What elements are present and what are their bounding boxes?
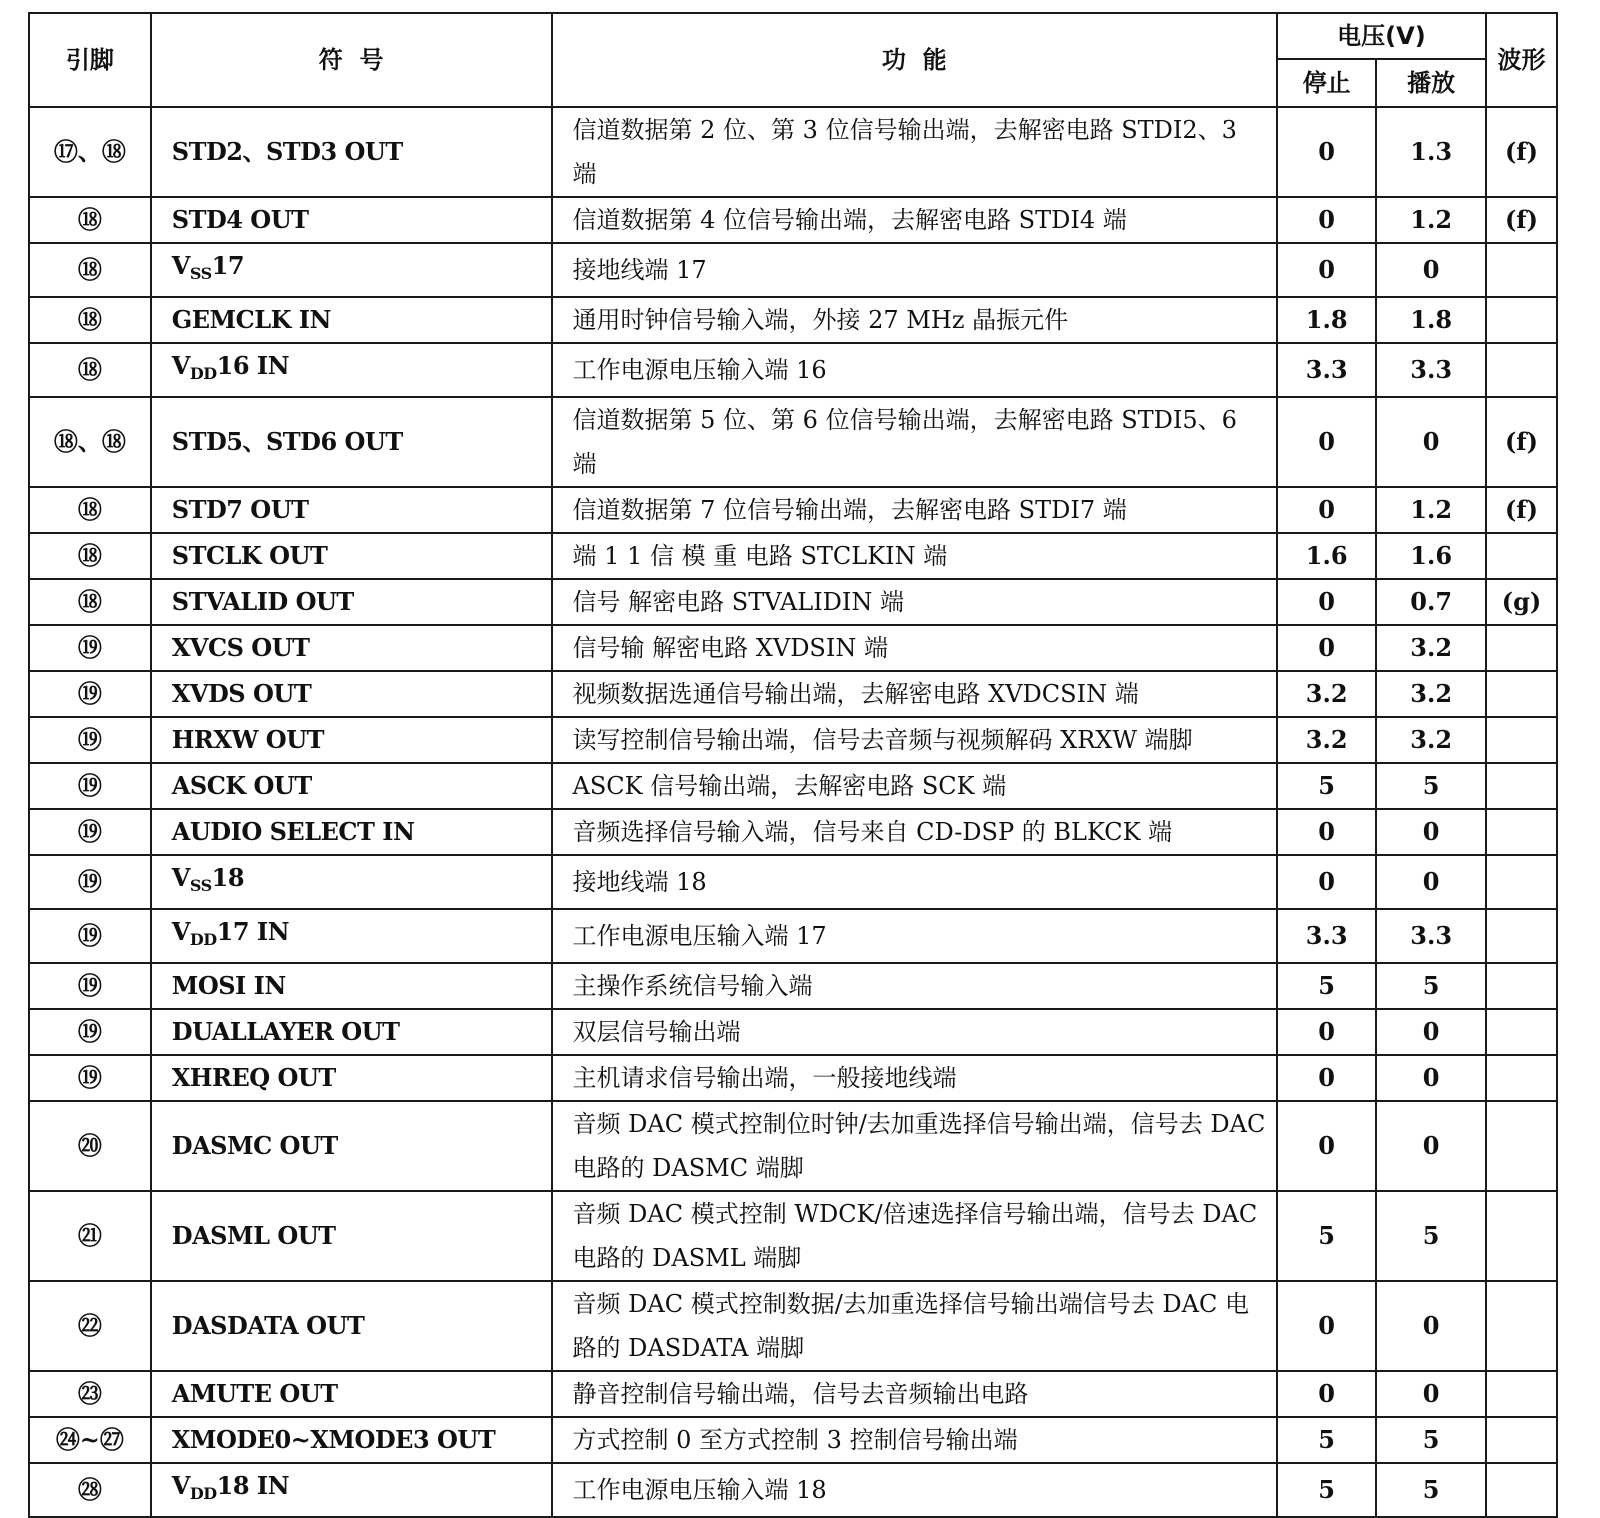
symbol-subscript: DD	[189, 930, 217, 949]
header-pin: 引脚	[29, 13, 151, 107]
voltage-play: 0	[1376, 809, 1486, 855]
symbol-text: AUDIO SELECT IN	[171, 817, 415, 846]
function-description: 信号输 解密电路 XVDSIN 端	[552, 625, 1277, 671]
voltage-stop: 0	[1277, 107, 1376, 197]
symbol-text: ASCK OUT	[171, 771, 312, 800]
table-row	[29, 809, 1557, 855]
voltage-play: 0	[1376, 855, 1486, 909]
voltage-stop: 0	[1277, 1055, 1376, 1101]
voltage-stop: 5	[1277, 1417, 1376, 1463]
voltage-stop: 3.3	[1277, 909, 1376, 963]
waveform-ref	[1486, 909, 1557, 963]
symbol-cell	[151, 1463, 552, 1517]
voltage-stop: 0	[1277, 1009, 1376, 1055]
symbol-cell	[151, 1281, 552, 1371]
waveform-ref: (f)	[1486, 487, 1557, 533]
waveform-ref	[1486, 1009, 1557, 1055]
voltage-play: 1.8	[1376, 297, 1486, 343]
voltage-stop: 5	[1277, 763, 1376, 809]
pin-number: ㉓	[29, 1371, 151, 1417]
table-row	[29, 625, 1557, 671]
waveform-ref	[1486, 1281, 1557, 1371]
pin-number: ㉑	[29, 1191, 151, 1281]
function-description: 方式控制 0 至方式控制 3 控制信号输出端	[552, 1417, 1277, 1463]
waveform-ref: (g)	[1486, 579, 1557, 625]
voltage-stop: 0	[1277, 625, 1376, 671]
waveform-ref	[1486, 763, 1557, 809]
voltage-play: 1.6	[1376, 533, 1486, 579]
symbol-cell	[151, 397, 552, 487]
table-row	[29, 297, 1557, 343]
symbol-text: STD5、STD6 OUT	[171, 427, 403, 456]
voltage-stop: 0	[1277, 1371, 1376, 1417]
voltage-stop: 5	[1277, 963, 1376, 1009]
symbol-cell	[151, 909, 552, 963]
voltage-stop: 0	[1277, 1281, 1376, 1371]
function-description: 音频 DAC 模式控制数据/去加重选择信号输出端信号去 DAC 电路的 DASDATA 端脚	[552, 1281, 1277, 1371]
voltage-play: 1.2	[1376, 487, 1486, 533]
header-symbol: 符 号	[151, 13, 552, 107]
symbol-text: XVDS OUT	[171, 679, 312, 708]
waveform-ref	[1486, 963, 1557, 1009]
symbol-text: STD7 OUT	[171, 495, 309, 524]
voltage-play: 0	[1376, 243, 1486, 297]
voltage-play: 5	[1376, 1417, 1486, 1463]
waveform-ref	[1486, 1463, 1557, 1517]
function-description: 信道数据第 4 位信号输出端，去解密电路 STDI4 端	[552, 197, 1277, 243]
voltage-play: 5	[1376, 1463, 1486, 1517]
pin-number: ⑲	[29, 671, 151, 717]
pin-number: ⑲	[29, 909, 151, 963]
function-description: 主操作系统信号输入端	[552, 963, 1277, 1009]
symbol-cell	[151, 963, 552, 1009]
symbol-cell	[151, 763, 552, 809]
function-description: 静音控制信号输出端，信号去音频输出电路	[552, 1371, 1277, 1417]
voltage-stop: 0	[1277, 1101, 1376, 1191]
function-description: 信号 解密电路 STVALIDIN 端	[552, 579, 1277, 625]
symbol-cell	[151, 343, 552, 397]
symbol-suffix: 17	[211, 251, 245, 280]
pin-number: ㉘	[29, 1463, 151, 1517]
function-description: 音频 DAC 模式控制位时钟/去加重选择信号输出端，信号去 DAC 电路的 DASMC 端脚	[552, 1101, 1277, 1191]
symbol-text: V	[171, 251, 190, 280]
voltage-stop: 3.2	[1277, 717, 1376, 763]
symbol-cell	[151, 579, 552, 625]
symbol-suffix: 17 IN	[216, 917, 290, 946]
voltage-play: 0	[1376, 1009, 1486, 1055]
symbol-cell	[151, 671, 552, 717]
symbol-text: HRXW OUT	[171, 725, 324, 754]
voltage-play: 0	[1376, 1101, 1486, 1191]
symbol-cell	[151, 243, 552, 297]
symbol-text: XHREQ OUT	[171, 1063, 336, 1092]
table-row	[29, 1009, 1557, 1055]
waveform-ref	[1486, 1101, 1557, 1191]
voltage-stop: 0	[1277, 809, 1376, 855]
pin-number: ⑱	[29, 533, 151, 579]
table-row	[29, 487, 1557, 533]
pin-number: ⑱	[29, 579, 151, 625]
symbol-cell	[151, 1055, 552, 1101]
function-description: 通用时钟信号输入端，外接 27 MHz 晶振元件	[552, 297, 1277, 343]
symbol-subscript: SS	[189, 876, 212, 895]
function-description: 音频 DAC 模式控制 WDCK/倍速选择信号输出端，信号去 DAC 电路的 DASML 端脚	[552, 1191, 1277, 1281]
voltage-play: 5	[1376, 763, 1486, 809]
pin-number: ⑲	[29, 809, 151, 855]
symbol-text: STCLK OUT	[171, 541, 328, 570]
function-description: 工作电源电压输入端 18	[552, 1463, 1277, 1517]
symbol-text: XMODE0~XMODE3 OUT	[171, 1425, 496, 1454]
waveform-ref: (f)	[1486, 197, 1557, 243]
voltage-play: 3.2	[1376, 717, 1486, 763]
table-row	[29, 1055, 1557, 1101]
voltage-play: 1.3	[1376, 107, 1486, 197]
symbol-cell	[151, 625, 552, 671]
waveform-ref	[1486, 1371, 1557, 1417]
pin-number: ⑱	[29, 297, 151, 343]
symbol-cell	[151, 297, 552, 343]
pin-number: ⑱	[29, 197, 151, 243]
waveform-ref	[1486, 717, 1557, 763]
symbol-text: DASMC OUT	[171, 1131, 338, 1160]
symbol-suffix: 18	[211, 863, 245, 892]
pin-number: ⑳	[29, 1101, 151, 1191]
pin-number: ⑱	[29, 487, 151, 533]
function-description: 音频选择信号输入端，信号来自 CD-DSP 的 BLKCK 端	[552, 809, 1277, 855]
voltage-play: 3.3	[1376, 909, 1486, 963]
table-row	[29, 343, 1557, 397]
table-row	[29, 1463, 1557, 1517]
symbol-subscript: DD	[189, 364, 217, 383]
header-voltage: 电压(V)	[1277, 13, 1486, 59]
function-description: 接地线端 17	[552, 243, 1277, 297]
symbol-subscript: SS	[189, 264, 212, 283]
waveform-ref: (f)	[1486, 397, 1557, 487]
symbol-text: XVCS OUT	[171, 633, 310, 662]
voltage-stop: 3.2	[1277, 671, 1376, 717]
symbol-cell	[151, 1417, 552, 1463]
symbol-text: STVALID OUT	[171, 587, 354, 616]
waveform-ref	[1486, 855, 1557, 909]
voltage-stop: 0	[1277, 197, 1376, 243]
table-row	[29, 717, 1557, 763]
pin-number: ⑲	[29, 1009, 151, 1055]
function-description: 工作电源电压输入端 17	[552, 909, 1277, 963]
pin-number: ⑰、⑱	[29, 107, 151, 197]
symbol-cell	[151, 1009, 552, 1055]
table-row	[29, 1417, 1557, 1463]
voltage-play: 0	[1376, 397, 1486, 487]
voltage-stop: 5	[1277, 1191, 1376, 1281]
voltage-stop: 3.3	[1277, 343, 1376, 397]
symbol-text: AMUTE OUT	[171, 1379, 338, 1408]
table-row	[29, 855, 1557, 909]
function-description: 接地线端 18	[552, 855, 1277, 909]
symbol-text: DUALLAYER OUT	[171, 1017, 400, 1046]
pin-number: ⑱、⑱	[29, 397, 151, 487]
table-row	[29, 763, 1557, 809]
symbol-cell	[151, 1371, 552, 1417]
symbol-cell	[151, 809, 552, 855]
voltage-play: 5	[1376, 963, 1486, 1009]
symbol-cell	[151, 1191, 552, 1281]
symbol-text: GEMCLK IN	[171, 305, 331, 334]
function-description: 信道数据第 7 位信号输出端，去解密电路 STDI7 端	[552, 487, 1277, 533]
voltage-stop: 0	[1277, 243, 1376, 297]
header-function: 功 能	[552, 13, 1277, 107]
function-description: 双层信号输出端	[552, 1009, 1277, 1055]
pin-number: ⑱	[29, 343, 151, 397]
pin-number: ⑱	[29, 243, 151, 297]
table-row	[29, 243, 1557, 297]
symbol-suffix: 18 IN	[216, 1471, 290, 1500]
table-row	[29, 1371, 1557, 1417]
function-description: 主机请求信号输出端，一般接地线端	[552, 1055, 1277, 1101]
pin-number: ㉔~㉗	[29, 1417, 151, 1463]
pin-number: ㉒	[29, 1281, 151, 1371]
waveform-ref	[1486, 1417, 1557, 1463]
table-row	[29, 963, 1557, 1009]
voltage-play: 0	[1376, 1055, 1486, 1101]
waveform-ref: (f)	[1486, 107, 1557, 197]
waveform-ref	[1486, 533, 1557, 579]
function-description: ASCK 信号输出端，去解密电路 SCK 端	[552, 763, 1277, 809]
function-description: 信道数据第 2 位、第 3 位信号输出端，去解密电路 STDI2、3 端	[552, 107, 1277, 197]
symbol-subscript: DD	[189, 1484, 217, 1503]
table-row	[29, 533, 1557, 579]
table-row	[29, 579, 1557, 625]
symbol-cell	[151, 107, 552, 197]
waveform-ref	[1486, 1191, 1557, 1281]
pin-number: ⑲	[29, 717, 151, 763]
voltage-play: 0	[1376, 1281, 1486, 1371]
symbol-text: MOSI IN	[171, 971, 286, 1000]
pin-number: ⑲	[29, 763, 151, 809]
voltage-play: 3.2	[1376, 625, 1486, 671]
voltage-stop: 0	[1277, 855, 1376, 909]
symbol-cell	[151, 533, 552, 579]
symbol-suffix: 16 IN	[216, 351, 290, 380]
table-row	[29, 397, 1557, 487]
voltage-stop: 1.6	[1277, 533, 1376, 579]
function-description: 视频数据选通信号输出端，去解密电路 XVDCSIN 端	[552, 671, 1277, 717]
waveform-ref	[1486, 297, 1557, 343]
voltage-stop: 0	[1277, 397, 1376, 487]
voltage-play: 0	[1376, 1371, 1486, 1417]
waveform-ref	[1486, 671, 1557, 717]
header-waveform: 波形	[1486, 13, 1557, 107]
voltage-play: 3.2	[1376, 671, 1486, 717]
pin-number: ⑲	[29, 1055, 151, 1101]
waveform-ref	[1486, 243, 1557, 297]
voltage-stop: 5	[1277, 1463, 1376, 1517]
function-description: 信道数据第 5 位、第 6 位信号输出端，去解密电路 STDI5、6 端	[552, 397, 1277, 487]
waveform-ref	[1486, 1055, 1557, 1101]
function-description: 端 1 1 信 模 重 电路 STCLKIN 端	[552, 533, 1277, 579]
voltage-play: 0.7	[1376, 579, 1486, 625]
symbol-text: V	[171, 351, 190, 380]
waveform-ref	[1486, 625, 1557, 671]
pin-function-table	[28, 12, 1558, 1518]
table-row	[29, 107, 1557, 197]
voltage-play: 3.3	[1376, 343, 1486, 397]
pin-number: ⑲	[29, 963, 151, 1009]
symbol-text: DASDATA OUT	[171, 1311, 365, 1340]
table-row	[29, 1281, 1557, 1371]
symbol-text: STD4 OUT	[171, 205, 309, 234]
symbol-text: V	[171, 863, 190, 892]
waveform-ref	[1486, 343, 1557, 397]
table-row	[29, 909, 1557, 963]
voltage-stop: 0	[1277, 579, 1376, 625]
voltage-play: 5	[1376, 1191, 1486, 1281]
function-description: 工作电源电压输入端 16	[552, 343, 1277, 397]
symbol-cell	[151, 487, 552, 533]
table-row	[29, 671, 1557, 717]
table-row	[29, 1191, 1557, 1281]
function-description: 读写控制信号输出端，信号去音频与视频解码 XRXW 端脚	[552, 717, 1277, 763]
symbol-cell	[151, 855, 552, 909]
table-row	[29, 197, 1557, 243]
symbol-text: V	[171, 1471, 190, 1500]
header-play: 播放	[1376, 59, 1486, 107]
waveform-ref	[1486, 809, 1557, 855]
table-row	[29, 1101, 1557, 1191]
symbol-cell	[151, 1101, 552, 1191]
voltage-stop: 1.8	[1277, 297, 1376, 343]
pin-number: ⑲	[29, 855, 151, 909]
voltage-stop: 0	[1277, 487, 1376, 533]
symbol-text: V	[171, 917, 190, 946]
symbol-cell	[151, 717, 552, 763]
symbol-cell	[151, 197, 552, 243]
pin-number: ⑲	[29, 625, 151, 671]
header-stop: 停止	[1277, 59, 1376, 107]
symbol-text: STD2、STD3 OUT	[171, 137, 403, 166]
symbol-text: DASML OUT	[171, 1221, 336, 1250]
voltage-play: 1.2	[1376, 197, 1486, 243]
